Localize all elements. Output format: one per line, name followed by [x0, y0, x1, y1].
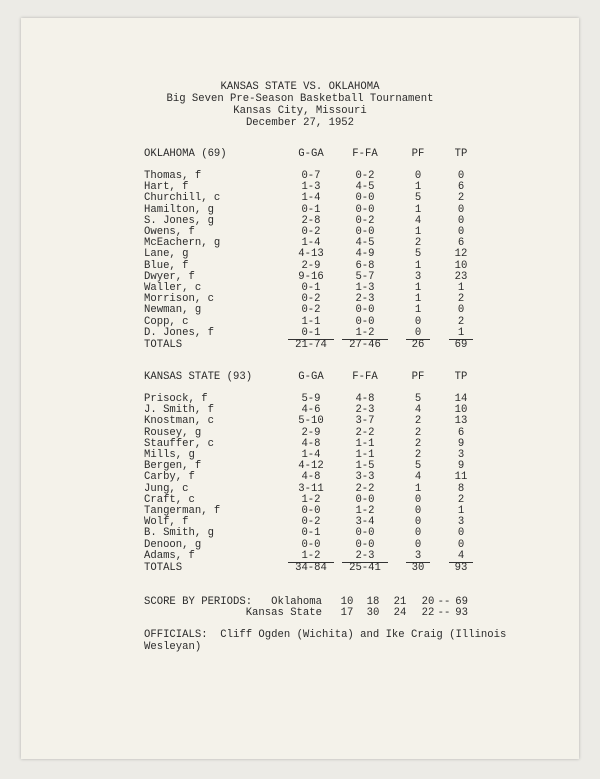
- stat-cell: 4-8: [301, 471, 321, 484]
- player-name: Rousey, g: [144, 426, 202, 439]
- player-name: Thomas, f: [144, 170, 202, 182]
- period-score: 20: [421, 596, 435, 608]
- stat-cell: 0-0: [355, 315, 375, 328]
- stat-cell: 1: [414, 304, 422, 317]
- stat-cell: 0-2: [301, 304, 321, 317]
- period-score: 18: [366, 596, 380, 608]
- stat-cell: 1-1: [355, 449, 375, 461]
- totals-cell: 25-41: [349, 561, 381, 574]
- totals-cell: 26: [411, 338, 425, 351]
- period-score: 10: [340, 596, 354, 608]
- stat-cell: 0: [457, 538, 465, 551]
- stat-cell: 4-9: [355, 248, 375, 261]
- stat-cell: 0-0: [355, 304, 375, 317]
- stat-cell: 6: [457, 237, 465, 250]
- stat-cell: 0: [457, 527, 465, 540]
- player-name: Hamilton, g: [144, 203, 214, 216]
- team-name: KANSAS STATE (93): [144, 371, 253, 383]
- stat-cell: 2: [414, 437, 422, 450]
- stat-cell: 1: [414, 293, 422, 306]
- stat-cell: 0-7: [301, 170, 321, 182]
- stat-cell: 1: [414, 259, 422, 272]
- stat-cell: 0: [414, 527, 422, 540]
- team-name: OKLAHOMA (69): [144, 148, 227, 160]
- stat-cell: 2-2: [355, 482, 375, 495]
- stat-cell: 9-16: [298, 270, 324, 283]
- stat-cell: 3: [414, 270, 422, 283]
- document-title: KANSAS STATE VS. OKLAHOMA: [220, 81, 380, 93]
- player-name: Morrison, c: [144, 293, 214, 306]
- stat-cell: 0-1: [301, 203, 321, 216]
- stat-cell: 4-13: [298, 248, 324, 261]
- officials-line-1: OFFICIALS: Cliff Ogden (Wichita) and Ike Craig (Illinois: [144, 629, 507, 641]
- stat-cell: 6: [457, 426, 465, 439]
- stat-cell: 2: [457, 293, 465, 306]
- player-name: D. Jones, f: [144, 326, 214, 339]
- stat-cell: 2-9: [301, 259, 321, 272]
- stat-cell: 0-0: [355, 203, 375, 216]
- period-team-name: Kansas State: [245, 607, 322, 619]
- stat-cell: 1: [414, 203, 422, 216]
- stat-cell: 1-4: [301, 192, 321, 205]
- player-name: Owens, f: [144, 226, 195, 238]
- stat-cell: 1: [414, 226, 422, 238]
- stat-cell: 3-3: [355, 471, 375, 484]
- stat-cell: 2-8: [301, 214, 321, 227]
- player-name: Tangerman, f: [144, 505, 221, 517]
- stat-cell: 1-3: [301, 181, 321, 194]
- period-score: 17: [340, 607, 354, 619]
- player-name: Lane, g: [144, 248, 189, 261]
- stat-cell: 10: [454, 259, 468, 272]
- stat-cell: 14: [454, 393, 468, 405]
- stat-cell: 1-1: [301, 315, 321, 328]
- stat-cell: 0: [457, 203, 465, 216]
- stat-cell: 0-2: [355, 170, 375, 182]
- player-name: Blue, f: [144, 259, 189, 272]
- column-header: TP: [454, 148, 468, 160]
- stat-cell: 5: [414, 192, 422, 205]
- stat-cell: 2: [414, 237, 422, 250]
- stat-cell: 23: [454, 270, 468, 283]
- player-name: Hart, f: [144, 181, 189, 194]
- player-name: J. Smith, f: [144, 404, 214, 417]
- player-name: Newman, g: [144, 304, 202, 317]
- stat-cell: 9: [457, 437, 465, 450]
- player-name: Denoon, g: [144, 538, 202, 551]
- player-name: Prisock, f: [144, 393, 208, 405]
- stat-cell: 9: [457, 460, 465, 473]
- stat-cell: 0: [457, 304, 465, 317]
- stat-cell: 2-2: [355, 426, 375, 439]
- final-score: 93: [455, 607, 468, 619]
- stat-cell: 0: [414, 315, 422, 328]
- stat-cell: 3: [457, 516, 465, 529]
- stat-cell: 2: [457, 315, 465, 328]
- stat-cell: 2-3: [355, 404, 375, 417]
- stat-cell: 2: [457, 493, 465, 506]
- event-date: December 27, 1952: [245, 117, 355, 129]
- player-name: Dwyer, f: [144, 270, 195, 283]
- stat-cell: 3: [457, 449, 465, 461]
- stat-cell: 1: [457, 505, 465, 517]
- stat-cell: 2: [457, 192, 465, 205]
- column-header: PF: [411, 371, 425, 383]
- totals-label: TOTALS: [144, 561, 183, 574]
- period-separator: --: [437, 607, 451, 619]
- player-name: Bergen, f: [144, 460, 202, 473]
- stat-cell: 2-9: [301, 426, 321, 439]
- stat-cell: 1-2: [288, 550, 334, 563]
- totals-cell: 34-84: [295, 561, 327, 574]
- stat-cell: 5: [414, 248, 422, 261]
- final-score: 69: [455, 596, 468, 608]
- stat-cell: 12: [454, 248, 468, 261]
- player-name: Waller, c: [144, 282, 202, 294]
- totals-label: TOTALS: [144, 338, 183, 351]
- stat-cell: 0: [414, 170, 422, 182]
- player-name: Churchill, c: [144, 192, 221, 205]
- period-score: 21: [393, 596, 407, 608]
- stat-cell: 0-0: [355, 538, 375, 551]
- stat-cell: 1-2: [355, 505, 375, 517]
- stat-cell: 5-7: [355, 270, 375, 283]
- player-name: Adams, f: [144, 549, 195, 562]
- player-name: Craft, c: [144, 493, 195, 506]
- event-location: Kansas City, Missouri: [233, 105, 367, 117]
- player-name: McEachern, g: [144, 237, 221, 250]
- stat-cell: 4: [449, 550, 473, 563]
- stat-cell: 0-0: [355, 226, 375, 238]
- stat-cell: 1: [414, 181, 422, 194]
- stat-cell: 5-9: [301, 393, 321, 405]
- player-name: B. Smith, g: [144, 527, 214, 540]
- stat-cell: 2: [414, 449, 422, 461]
- player-name: Jung, c: [144, 482, 189, 495]
- stat-cell: 0-0: [301, 505, 321, 517]
- stat-cell: 0-0: [355, 493, 375, 506]
- stat-cell: 3: [406, 550, 430, 563]
- stat-cell: 5-10: [298, 415, 324, 428]
- stat-cell: 1-1: [355, 437, 375, 450]
- stat-cell: 0: [457, 170, 465, 182]
- stat-cell: 0-2: [301, 293, 321, 306]
- column-header: TP: [454, 371, 468, 383]
- totals-cell: 30: [411, 561, 425, 574]
- player-name: Knostman, c: [144, 415, 214, 428]
- stat-cell: 0: [414, 516, 422, 529]
- stat-cell: 1-4: [301, 237, 321, 250]
- stat-cell: 10: [454, 404, 468, 417]
- totals-cell: 21-74: [295, 338, 327, 351]
- stat-cell: 1: [457, 282, 465, 294]
- stat-cell: 1-3: [355, 282, 375, 294]
- stat-cell: 0-0: [355, 192, 375, 205]
- stat-cell: 13: [454, 415, 468, 428]
- stat-cell: 0-1: [301, 527, 321, 540]
- stat-cell: 8: [457, 482, 465, 495]
- period-separator: --: [437, 596, 451, 608]
- column-header: F-FA: [352, 371, 378, 383]
- stat-cell: 5: [414, 393, 422, 405]
- stat-cell: 4-5: [355, 237, 375, 250]
- stat-cell: 3-7: [355, 415, 375, 428]
- stat-cell: 4: [414, 214, 422, 227]
- stat-cell: 4: [414, 471, 422, 484]
- column-header: G-GA: [298, 371, 324, 383]
- player-name: Stauffer, c: [144, 437, 214, 450]
- player-name: Mills, g: [144, 449, 195, 461]
- stat-cell: 6: [457, 181, 465, 194]
- stat-cell: 1-4: [301, 449, 321, 461]
- stat-cell: 2-3: [355, 293, 375, 306]
- totals-cell: 27-46: [349, 338, 381, 351]
- totals-cell: 93: [454, 561, 468, 574]
- stat-cell: 4-8: [301, 437, 321, 450]
- column-header: G-GA: [298, 148, 324, 160]
- stat-cell: 4-6: [301, 404, 321, 417]
- stat-cell: 6-8: [355, 259, 375, 272]
- stat-cell: 0-1: [288, 327, 334, 340]
- score-by-periods-label: SCORE BY PERIODS:: [144, 596, 253, 608]
- stat-cell: 4: [414, 404, 422, 417]
- stat-cell: 0: [406, 327, 430, 340]
- stat-cell: 4-12: [298, 460, 324, 473]
- stat-cell: 0: [457, 226, 465, 238]
- stat-cell: 0: [414, 505, 422, 517]
- stat-cell: 2: [414, 426, 422, 439]
- stat-cell: 5: [414, 460, 422, 473]
- stat-cell: 3-11: [298, 482, 324, 495]
- totals-cell: 69: [454, 338, 468, 351]
- stat-cell: 0: [414, 538, 422, 551]
- stat-cell: 0-2: [301, 226, 321, 238]
- stat-cell: 2-3: [342, 550, 388, 563]
- officials-line-2: Wesleyan): [144, 641, 202, 653]
- column-header: F-FA: [352, 148, 378, 160]
- period-score: 22: [421, 607, 435, 619]
- stat-cell: 0-2: [355, 214, 375, 227]
- period-team-name: Oklahoma: [271, 596, 322, 608]
- player-name: Copp, c: [144, 315, 189, 328]
- column-header: PF: [411, 148, 425, 160]
- stat-cell: 0-1: [301, 282, 321, 294]
- player-name: S. Jones, g: [144, 214, 214, 227]
- period-score: 24: [393, 607, 407, 619]
- stat-cell: 4-8: [355, 393, 375, 405]
- stat-cell: 0-2: [301, 516, 321, 529]
- stat-cell: 0: [457, 214, 465, 227]
- stat-cell: 2: [414, 415, 422, 428]
- stat-cell: 11: [454, 471, 468, 484]
- stat-cell: 4-5: [355, 181, 375, 194]
- event-name: Big Seven Pre-Season Basketball Tournament: [166, 93, 434, 105]
- player-name: Carby, f: [144, 471, 195, 484]
- stat-cell: 1: [414, 482, 422, 495]
- stat-cell: 0-0: [301, 538, 321, 551]
- stat-cell: 3-4: [355, 516, 375, 529]
- stat-cell: 1-2: [342, 327, 388, 340]
- stat-cell: 1-5: [355, 460, 375, 473]
- stat-cell: 0-0: [355, 527, 375, 540]
- paper-sheet: [21, 18, 579, 759]
- period-score: 30: [366, 607, 380, 619]
- stat-cell: 1: [449, 327, 473, 340]
- stat-cell: 0: [414, 493, 422, 506]
- stat-cell: 1-2: [301, 493, 321, 506]
- stat-cell: 1: [414, 282, 422, 294]
- player-name: Wolf, f: [144, 516, 189, 529]
